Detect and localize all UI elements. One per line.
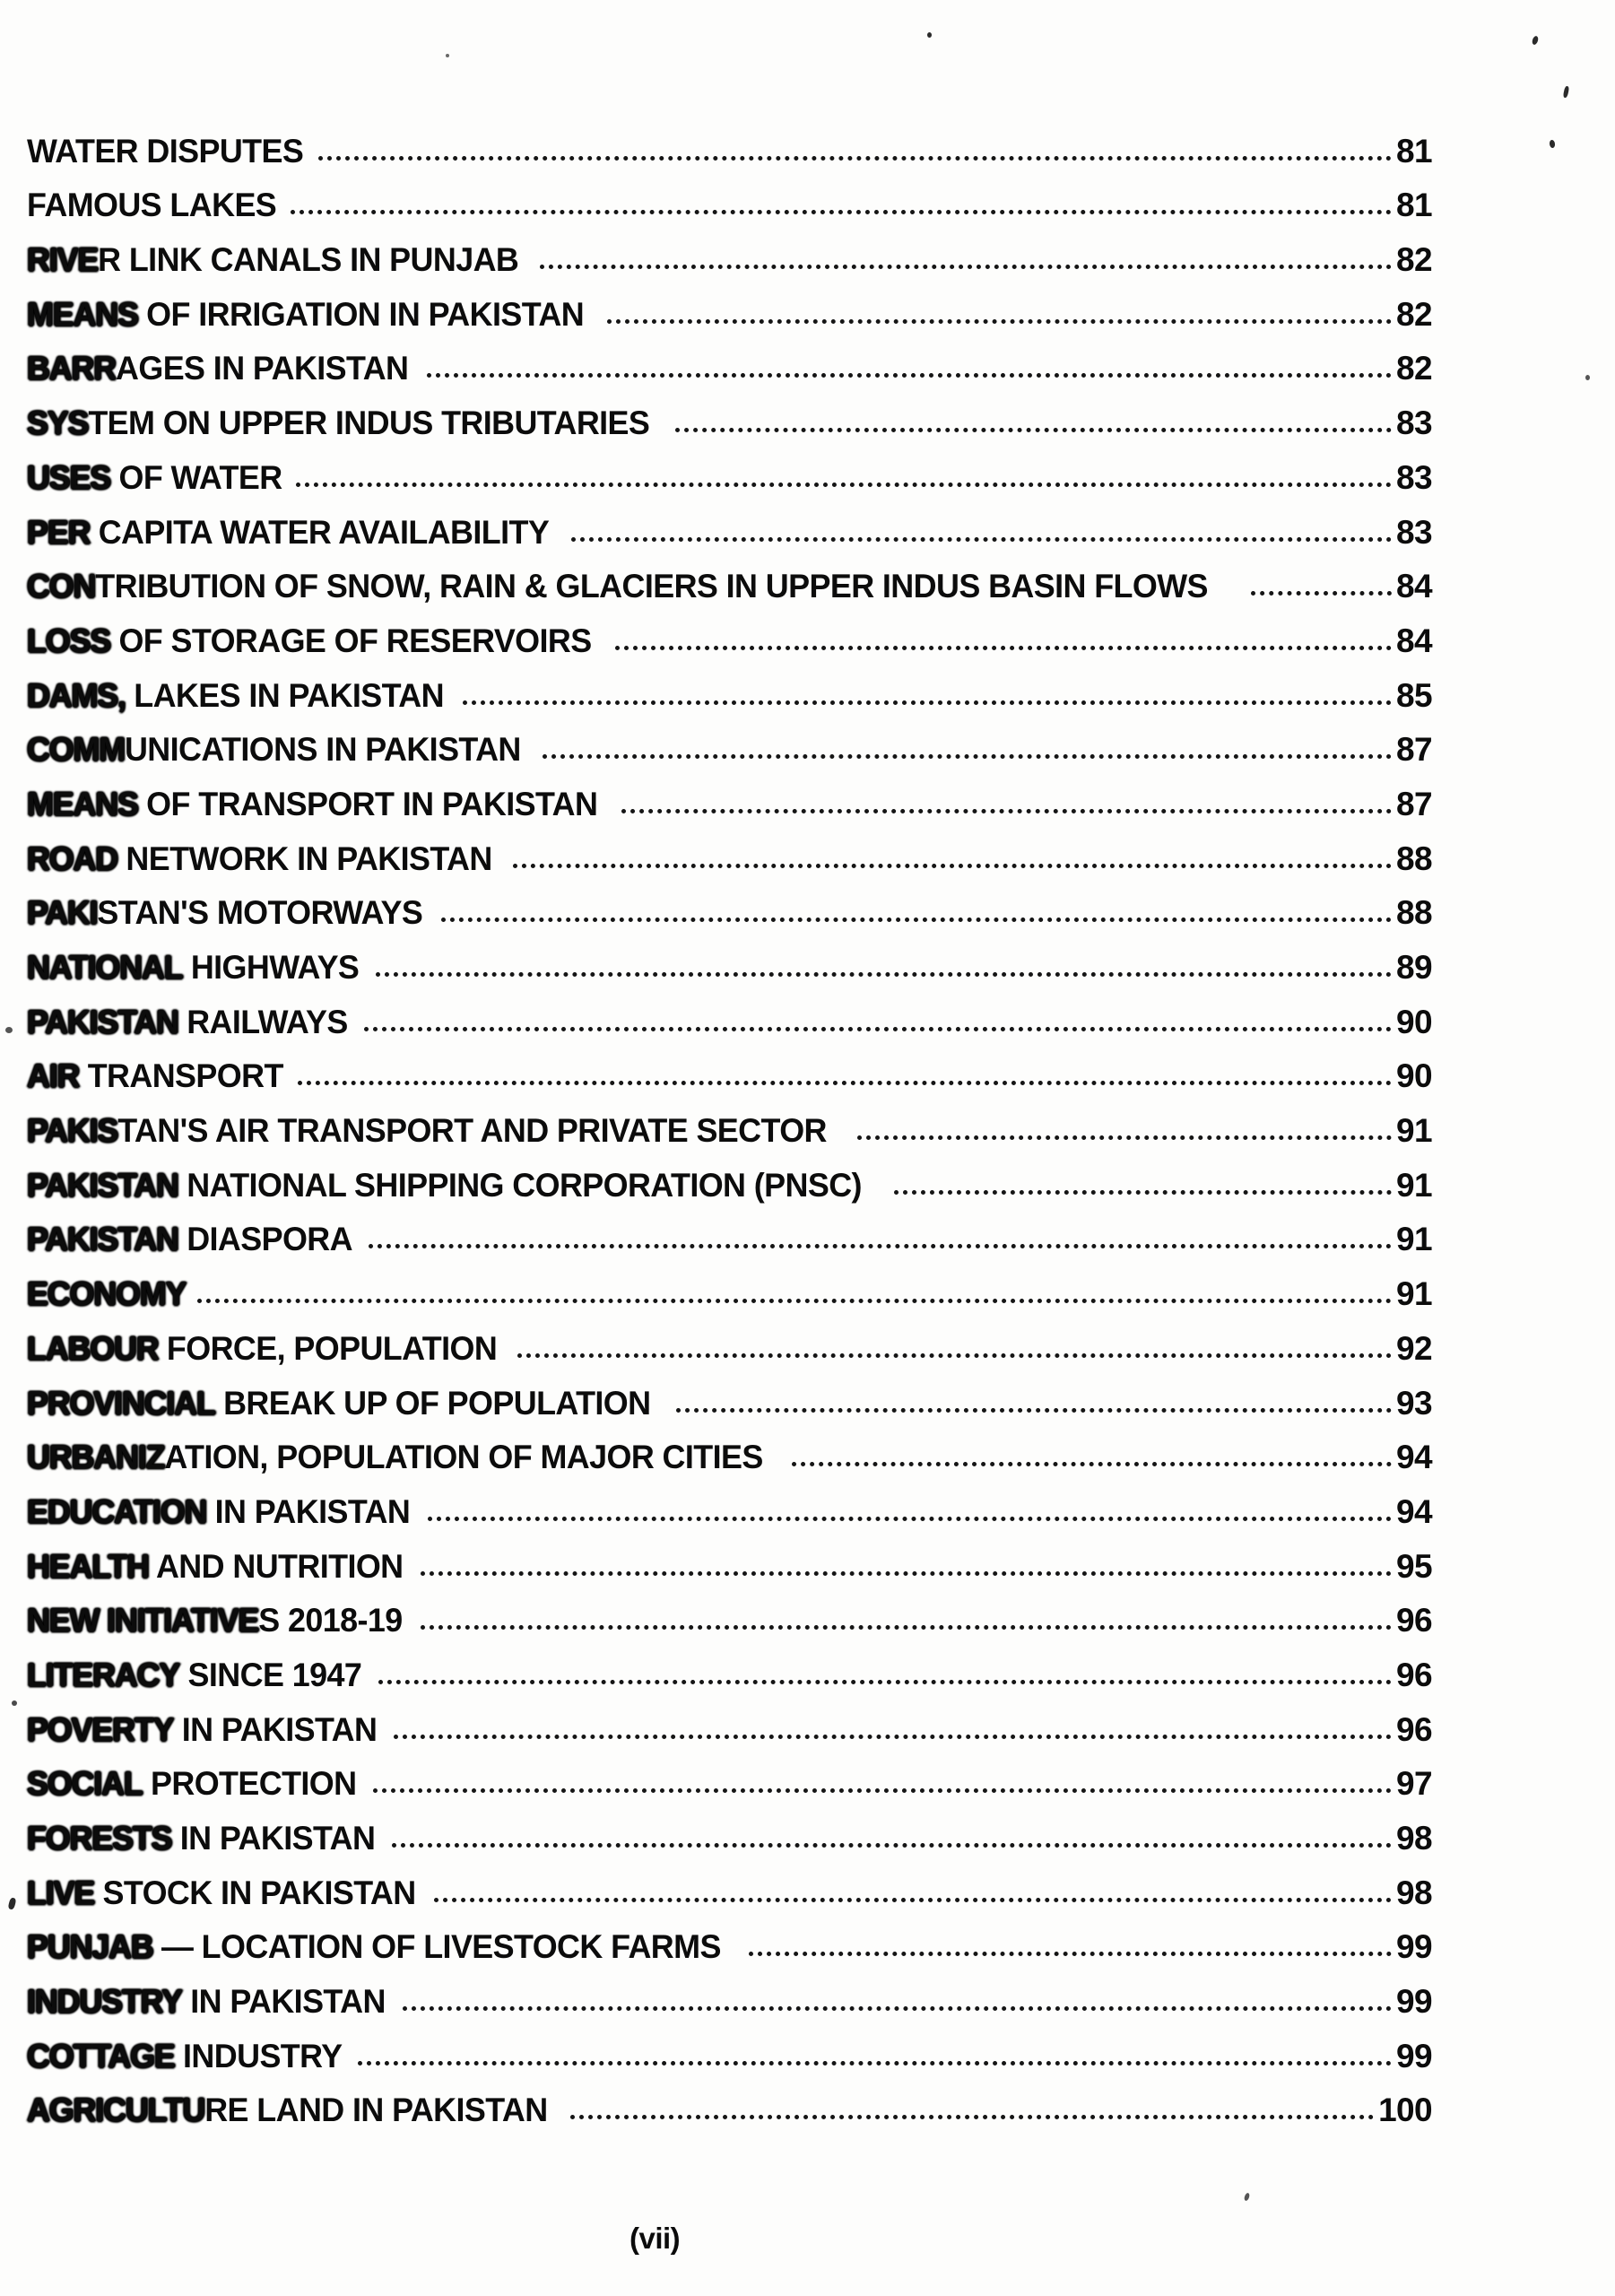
toc-entry-title: EDUCATION IN PAKISTAN — [27, 1492, 411, 1530]
toc-entry — [27, 1800, 1432, 1855]
toc-entry — [27, 113, 1432, 168]
scan-speck — [1244, 2192, 1251, 2201]
dot-leader — [434, 1898, 1392, 1902]
toc-entry-page-number: 83 — [1396, 513, 1432, 551]
toc-entry-title: POVERTY IN PAKISTAN — [27, 1710, 378, 1748]
dot-leader — [197, 1299, 1392, 1303]
toc-entry-page-number: 87 — [1396, 785, 1432, 822]
toc-entry — [27, 1583, 1432, 1638]
dot-leader — [392, 1843, 1392, 1848]
toc-entry-page-number: 93 — [1396, 1384, 1432, 1422]
dot-leader — [421, 1571, 1392, 1576]
toc-entry-page-number: 94 — [1396, 1439, 1432, 1476]
smudged-ink: SYS — [27, 404, 89, 442]
toc-entry — [27, 2018, 1432, 2073]
toc-entry — [27, 494, 1432, 549]
toc-entry-page-number: 99 — [1396, 1983, 1432, 2021]
smudged-ink: LITERACY — [27, 1656, 180, 1693]
dot-leader — [676, 1408, 1392, 1413]
toc-entry — [27, 821, 1432, 875]
smudged-ink: EDUCATION — [27, 1492, 207, 1530]
toc-entry — [27, 1310, 1432, 1365]
toc-entry-page-number: 90 — [1396, 1057, 1432, 1095]
toc-entry — [27, 1909, 1432, 1964]
dot-leader — [421, 1625, 1392, 1630]
toc-entry-page-number: 82 — [1396, 295, 1432, 333]
smudged-ink: PAKISTAN — [27, 1221, 178, 1258]
dot-leader — [394, 1735, 1392, 1739]
dot-leader — [298, 1081, 1392, 1085]
dot-leader — [1251, 591, 1392, 596]
smudged-ink: ROAD — [27, 839, 118, 877]
toc-entry — [27, 549, 1432, 604]
toc-entry-title: SOCIAL PROTECTION — [27, 1765, 357, 1803]
scan-speck — [7, 1897, 16, 1909]
toc-entry-title: URBANIZATION, POPULATION OF MAJOR CITIES — [27, 1439, 763, 1476]
smudged-ink: CON — [27, 568, 96, 605]
toc-entry — [27, 984, 1432, 1039]
smudged-ink: FORESTS — [27, 1820, 172, 1857]
smudged-ink: PAKISTAN — [27, 1166, 178, 1204]
toc-entry-title — [27, 1275, 187, 1313]
dot-leader — [894, 1190, 1392, 1195]
toc-entry-page-number: 99 — [1396, 2037, 1432, 2074]
smudged-ink: INDUSTRY — [27, 1983, 182, 2021]
toc-entry — [27, 1855, 1432, 1909]
toc-entry-page-number: 90 — [1396, 1003, 1432, 1040]
toc-entry-page-number: 91 — [1396, 1221, 1432, 1258]
toc-entry — [27, 168, 1432, 222]
table-of-contents — [27, 113, 1432, 2129]
toc-entry-title: FAMOUS LAKES — [27, 187, 277, 224]
toc-entry-title: USES OF WATER — [27, 458, 282, 496]
dot-leader — [318, 156, 1392, 161]
smudged-ink: NATIONAL — [27, 949, 183, 986]
toc-entry-title: RIVER LINK CANALS IN PUNJAB — [27, 241, 519, 279]
dot-leader — [403, 2006, 1392, 2011]
toc-entry-page-number: 88 — [1396, 839, 1432, 877]
dot-leader — [376, 972, 1392, 977]
toc-entry-title: PAKISTAN NATIONAL SHIPPING CORPORATION (PNSC) — [27, 1166, 862, 1204]
toc-entry-title: LOSS OF STORAGE OF RESERVOIRS — [27, 622, 592, 659]
smudged-ink: PROVINCIAL — [27, 1384, 215, 1422]
toc-entry-page-number: 91 — [1396, 1166, 1432, 1204]
smudged-ink: BARR — [27, 350, 117, 387]
toc-entry-page-number: 83 — [1396, 404, 1432, 442]
toc-entry-page-number: 85 — [1396, 676, 1432, 714]
toc-entry-title: PAKISTAN RAILWAYS — [27, 1003, 348, 1040]
toc-entry-title: LITERACY SINCE 1947 — [27, 1656, 362, 1693]
toc-entry-title: CONTRIBUTION OF SNOW, RAIN & GLACIERS IN UPPER INDUS BASIN FLOWS — [27, 568, 1208, 605]
toc-entry — [27, 1092, 1432, 1150]
dot-leader — [621, 809, 1392, 813]
toc-entry — [27, 1637, 1432, 1692]
toc-entry-title: COTTAGE INDUSTRY — [27, 2037, 343, 2074]
dot-leader — [373, 1788, 1392, 1793]
dot-leader — [571, 537, 1392, 542]
toc-entry — [27, 712, 1432, 767]
toc-entry — [27, 1528, 1432, 1583]
toc-entry-title: PUNJAB — LOCATION OF LIVESTOCK FARMS — [27, 1928, 721, 1966]
toc-entry-page-number: 97 — [1396, 1765, 1432, 1803]
scan-speck — [1585, 375, 1590, 380]
smudged-ink: ECONOMY — [27, 1275, 187, 1313]
smudged-ink: PER — [27, 513, 91, 551]
dot-leader — [513, 864, 1392, 868]
smudged-ink: PAKISTAN — [27, 1003, 178, 1040]
smudged-ink: COMM — [27, 731, 125, 769]
toc-entry — [27, 929, 1432, 984]
toc-entry-page-number: 84 — [1396, 622, 1432, 659]
toc-entry-page-number: 82 — [1396, 350, 1432, 387]
toc-entry-page-number: 81 — [1396, 132, 1432, 170]
toc-entry — [27, 657, 1432, 712]
dot-leader — [615, 646, 1392, 650]
scan-speck — [5, 1027, 13, 1033]
toc-entry-page-number: 98 — [1396, 1820, 1432, 1857]
toc-entry-title: DAMS, LAKES IN PAKISTAN — [27, 676, 444, 714]
toc-entry-page-number: 91 — [1396, 1112, 1432, 1150]
smudged-ink: HEALTH — [27, 1547, 149, 1585]
scan-speck — [1563, 86, 1570, 99]
smudged-ink: COTTAGE — [27, 2037, 175, 2074]
toc-entry-page-number: 96 — [1396, 1710, 1432, 1748]
toc-entry-title: SYSTEM ON UPPER INDUS TRIBUTARIES — [27, 404, 650, 442]
dot-leader — [369, 1244, 1392, 1248]
scan-speck — [1532, 35, 1540, 45]
scan-speck — [927, 32, 932, 38]
toc-entry-title: INDUSTRY IN PAKISTAN — [27, 1983, 386, 2021]
dot-leader — [428, 1517, 1392, 1521]
dot-leader — [291, 210, 1392, 214]
toc-entry — [27, 222, 1432, 279]
toc-entry-title: AIR TRANSPORT — [27, 1057, 283, 1095]
dot-leader — [358, 2061, 1392, 2066]
toc-entry-page-number: 83 — [1396, 458, 1432, 496]
dot-leader — [570, 2115, 1375, 2119]
scan-speck — [1549, 140, 1555, 149]
toc-entry-page-number: 88 — [1396, 894, 1432, 932]
toc-entry-title: PAKISTAN'S AIR TRANSPORT AND PRIVATE SECTOR — [27, 1112, 827, 1150]
scan-speck — [12, 1700, 17, 1706]
dot-leader — [749, 1952, 1392, 1956]
toc-entry-title: BARRAGES IN PAKISTAN — [27, 350, 409, 387]
smudged-ink: PUNJAB — [27, 1928, 153, 1966]
toc-entry-page-number: 100 — [1378, 2092, 1432, 2129]
smudged-ink: PAKIS — [27, 1112, 118, 1150]
toc-entry — [27, 2073, 1432, 2127]
smudged-ink: RIVE — [27, 241, 99, 279]
toc-entry — [27, 385, 1432, 442]
dot-leader — [675, 428, 1392, 432]
toc-entry-page-number: 87 — [1396, 731, 1432, 769]
toc-entry-title: HEALTH AND NUTRITION — [27, 1547, 404, 1585]
toc-entry — [27, 439, 1432, 494]
smudged-ink: AGRICULTU — [27, 2092, 205, 2129]
toc-entry-title: AGRICULTURE LAND IN PAKISTAN — [27, 2092, 548, 2129]
toc-entry — [27, 1365, 1432, 1420]
toc-entry — [27, 766, 1432, 821]
smudged-ink: AIR — [27, 1057, 80, 1095]
toc-entry-page-number: 81 — [1396, 187, 1432, 224]
dot-leader — [364, 1027, 1392, 1031]
dot-leader — [378, 1680, 1392, 1684]
toc-entry-page-number: 84 — [1396, 568, 1432, 605]
toc-entry-page-number: 96 — [1396, 1656, 1432, 1693]
scan-speck — [446, 54, 449, 57]
toc-entry-title: FORESTS IN PAKISTAN — [27, 1820, 376, 1857]
toc-entry — [27, 1039, 1432, 1093]
smudged-ink: USES — [27, 458, 111, 496]
dot-leader — [543, 754, 1392, 759]
smudged-ink: PAKI — [27, 894, 98, 932]
toc-entry-page-number: 91 — [1396, 1275, 1432, 1313]
dot-leader — [792, 1462, 1392, 1466]
smudged-ink: LIVE — [27, 1874, 95, 1911]
toc-entry-page-number: 96 — [1396, 1602, 1432, 1639]
toc-entry-title: MEANS OF TRANSPORT IN PAKISTAN — [27, 785, 598, 822]
toc-entry — [27, 875, 1432, 930]
dot-leader — [517, 1353, 1392, 1358]
smudged-ink: LABOUR — [27, 1329, 159, 1367]
dot-leader — [857, 1135, 1392, 1140]
toc-entry — [27, 1746, 1432, 1801]
toc-entry — [27, 1147, 1432, 1202]
smudged-ink: MEANS — [27, 785, 138, 822]
toc-entry — [27, 331, 1432, 386]
dot-leader — [607, 319, 1392, 324]
toc-entry-title: LIVE STOCK IN PAKISTAN — [27, 1874, 416, 1911]
toc-entry-title: PAKISTAN'S MOTORWAYS — [27, 894, 423, 932]
dot-leader — [427, 373, 1392, 378]
toc-entry-title: COMMUNICATIONS IN PAKISTAN — [27, 731, 521, 769]
toc-entry-title: WATER DISPUTES — [27, 132, 304, 170]
toc-entry-page-number: 89 — [1396, 949, 1432, 986]
smudged-ink: POVERTY — [27, 1710, 174, 1748]
smudged-ink: URBANIZ — [27, 1439, 165, 1476]
smudged-ink: DAMS, — [27, 676, 126, 714]
toc-entry-title: PER CAPITA WATER AVAILABILITY — [27, 513, 550, 551]
dot-leader — [540, 265, 1392, 269]
smudged-ink: SOCIAL — [27, 1765, 143, 1803]
smudged-ink: MEANS — [27, 295, 138, 333]
toc-entry-page-number: 95 — [1396, 1547, 1432, 1585]
toc-entry-title: MEANS OF IRRIGATION IN PAKISTAN — [27, 295, 585, 333]
toc-entry — [27, 603, 1432, 657]
smudged-ink: NEW INITIATIVE — [27, 1602, 259, 1639]
toc-entry — [27, 1202, 1432, 1257]
dot-leader — [441, 918, 1392, 922]
toc-entry — [27, 1963, 1432, 2021]
smudged-ink: LOSS — [27, 622, 111, 659]
toc-entry-title: PROVINCIAL BREAK UP OF POPULATION — [27, 1384, 651, 1422]
toc-entry-title: LABOUR FORCE, POPULATION — [27, 1329, 498, 1367]
toc-entry — [27, 1256, 1432, 1313]
toc-entry-title: NEW INITIATIVES 2018-19 — [27, 1602, 403, 1639]
dot-leader — [296, 483, 1392, 487]
toc-entry-page-number: 82 — [1396, 241, 1432, 279]
toc-entry-title: PAKISTAN DIASPORA — [27, 1221, 352, 1258]
toc-entry — [27, 1420, 1432, 1474]
toc-entry-page-number: 99 — [1396, 1928, 1432, 1966]
toc-entry — [27, 276, 1432, 331]
toc-entry-title: ROAD NETWORK IN PAKISTAN — [27, 839, 492, 877]
toc-entry — [27, 1474, 1432, 1528]
page-number-footer: (vii) — [630, 2222, 681, 2255]
dot-leader — [463, 700, 1392, 705]
toc-entry-page-number: 92 — [1396, 1329, 1432, 1367]
toc-entry-title: NATIONAL HIGHWAYS — [27, 949, 360, 986]
toc-entry — [27, 1692, 1432, 1746]
toc-entry-page-number: 94 — [1396, 1492, 1432, 1530]
toc-entry-page-number: 98 — [1396, 1874, 1432, 1911]
